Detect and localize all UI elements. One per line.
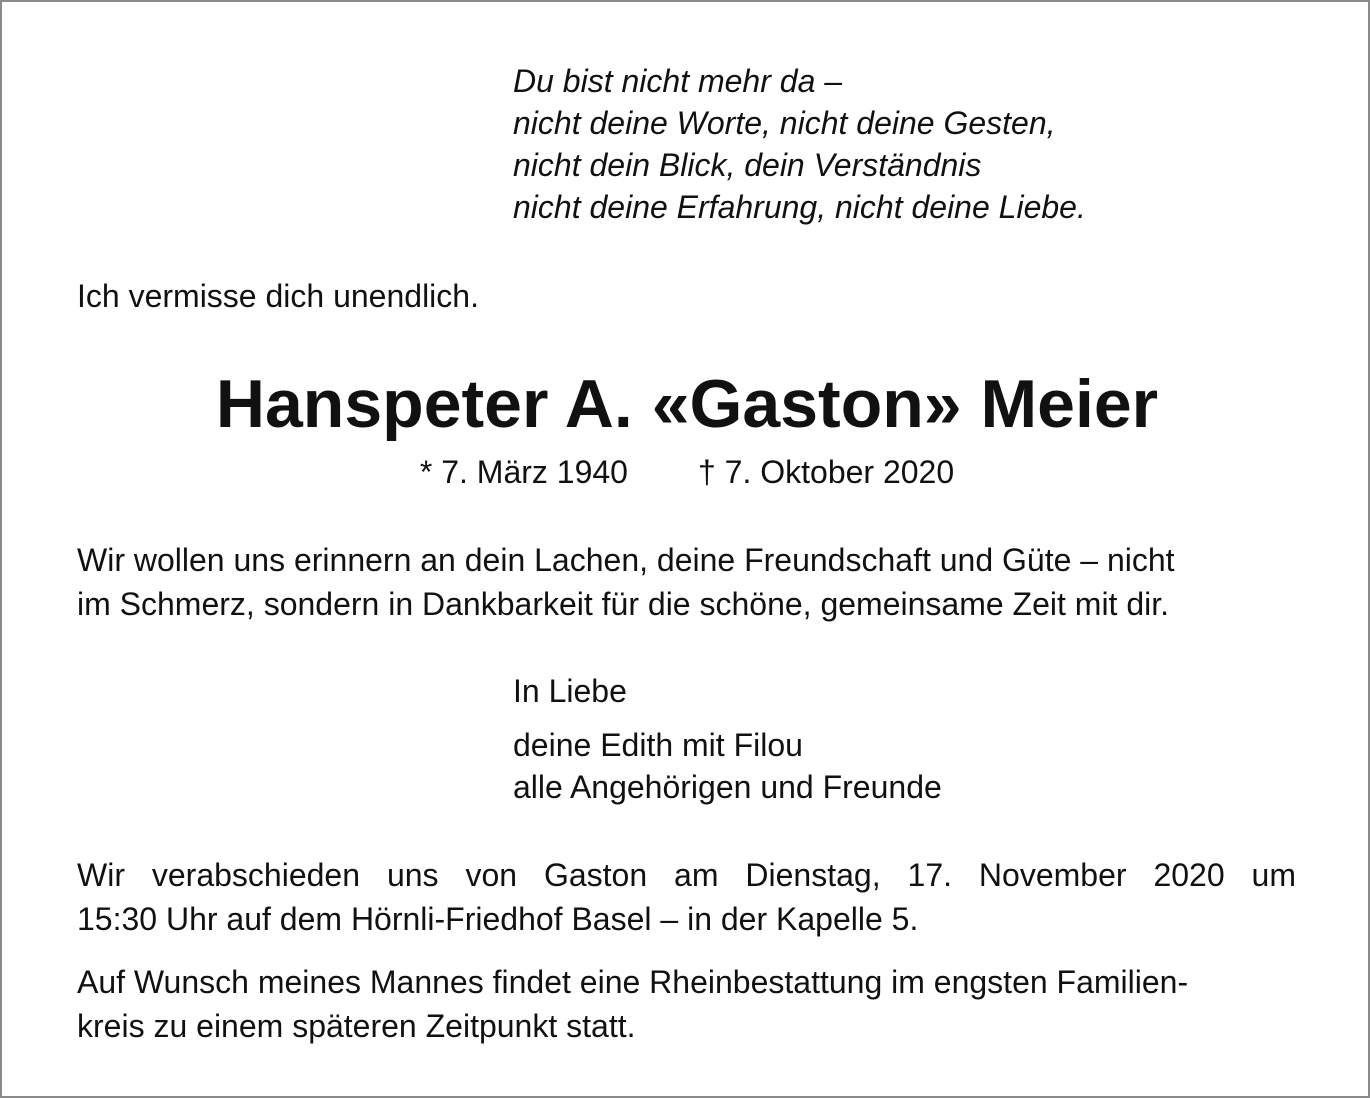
life-dates [2,451,1370,493]
signoff-greeting: In Liebe [513,673,627,709]
signoff [513,670,942,808]
poem-line: Du bist nicht mehr da – [513,63,843,99]
farewell-text [77,853,1296,941]
intro-text: Ich vermisse dich unendlich. [77,278,479,314]
burial-line: Auf Wunsch meines Mannes findet eine Rheinbestattung im engsten Familien- [77,964,1189,1000]
poem-line: nicht deine Worte, nicht deine Gesten, [513,105,1056,141]
burial-text [77,961,1188,1049]
farewell-line: 15:30 Uhr auf dem Hörnli-Friedhof Basel – in der Kapelle 5. [77,901,919,937]
farewell-line: Wir verabschieden uns von Gaston am Dienstag, 17. November 2020 um [77,857,1296,893]
poem-verse [513,60,1086,228]
remembrance-line: Wir wollen uns erinnern an dein Lachen, deine Freundschaft und Güte – nicht [77,542,1175,578]
poem-line: nicht deine Erfahrung, nicht deine Liebe. [513,189,1086,225]
birth-date: * 7. März 1940 [419,454,628,490]
deceased-name: Hanspeter A. «Gaston» Meier [215,366,1159,442]
remembrance-line: im Schmerz, sondern in Dankbarkeit für die schöne, gemeinsame Zeit mit dir. [77,586,1170,622]
poem-line: nicht dein Blick, dein Verständnis [513,147,982,183]
mourner-line: alle Angehörigen und Freunde [513,769,942,805]
burial-line: kreis zu einem späteren Zeitpunkt statt. [77,1008,636,1044]
mourner-line: deine Edith mit Filou [513,727,803,763]
death-date: † 7. Oktober 2020 [697,454,955,490]
remembrance-text [77,539,1175,627]
